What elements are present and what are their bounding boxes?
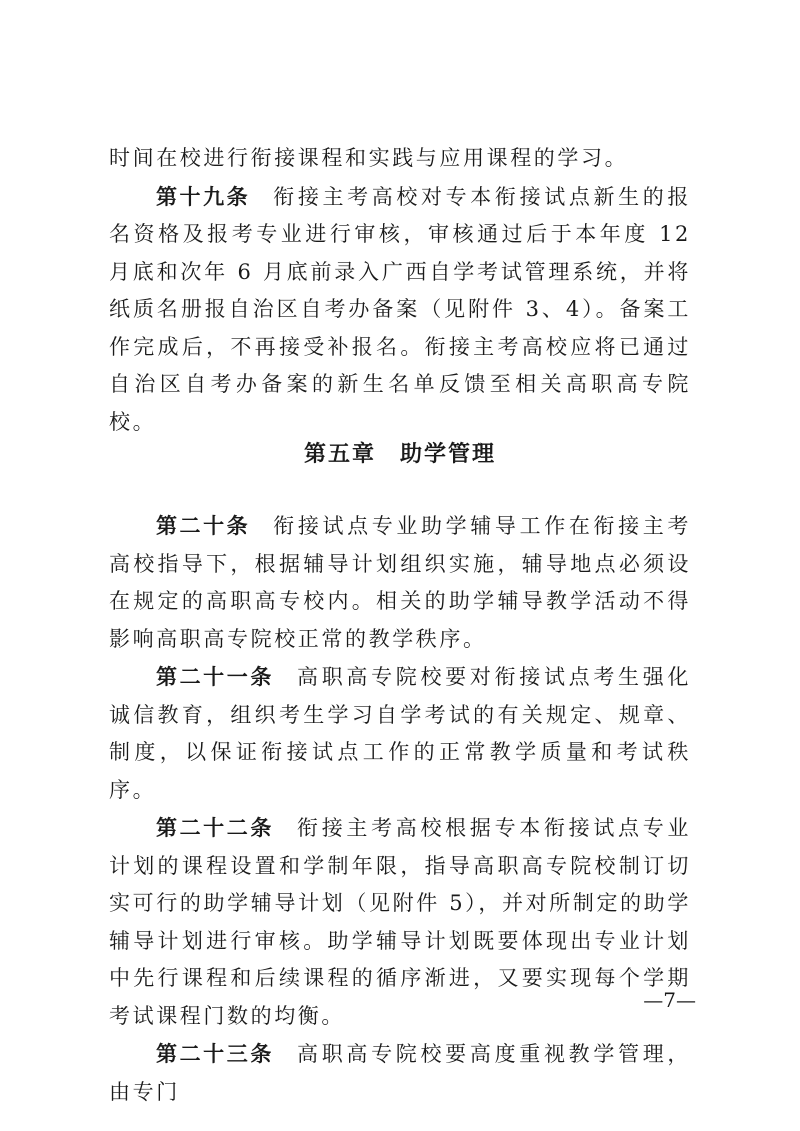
article-21	[109, 658, 691, 809]
article-19-text: 衔接主考高校对专本衔接试点新生的报名资格及报考专业进行审核，审核通过后于本年度 12 月底和次年 6 月底前录入广西自学考试管理系统，并将纸质名册报自治区自考办备案（见附件 3、4）。备案工作完成后，不再接受补报名。衔接主考高校应将已通过自治区自考办备案的新生名单反馈至相关高职高专院校。	[109, 184, 691, 434]
article-23	[109, 1035, 691, 1111]
article-20-text: 衔接试点专业助学辅导工作在衔接主考高校指导下，根据辅导计划组织实施，辅导地点必须设在规定的高职高专校内。相关的助学辅导教学活动不得影响高职高专院校正常的教学秩序。	[109, 514, 691, 651]
article-19-label: 第十九条	[156, 183, 251, 209]
chapter-heading	[0, 437, 800, 468]
article-23-label: 第二十三条	[156, 1041, 274, 1066]
continuation-text: 时间在校进行衔接课程和实践与应用课程的学习。	[109, 146, 629, 170]
chapter-number: 第五章	[303, 441, 376, 467]
article-20	[109, 507, 691, 658]
page-number: —7—	[643, 988, 696, 1012]
chapter-title: 助学管理	[400, 441, 497, 467]
article-22-label: 第二十二条	[156, 815, 274, 840]
paragraph-continuation	[109, 140, 691, 178]
article-20-label: 第二十条	[156, 513, 251, 538]
section-articles-before-chapter	[109, 140, 691, 441]
article-19	[109, 178, 691, 442]
article-21-text: 高职高专院校要对衔接试点考生强化诚信教育，组织考生学习自学考试的有关规定、规章、制度，以保证衔接试点工作的正常教学质量和考试秩序。	[109, 665, 691, 802]
article-23-text: 高职高专院校要高度重视教学管理，由专门	[109, 1042, 691, 1104]
article-21-label: 第二十一条	[156, 664, 274, 689]
article-22-text: 衔接主考高校根据专本衔接试点专业计划的课程设置和学制年限，指导高职高专院校制订切实可行的助学辅导计划（见附件 5），并对所制定的助学辅导计划进行审核。助学辅导计划既要体现出专业计划中先行课程和后续课程的循序渐进，又要实现每个学期考试课程门数的均衡。	[109, 816, 691, 1028]
section-articles-after-chapter	[109, 507, 691, 1111]
article-22	[109, 809, 691, 1035]
